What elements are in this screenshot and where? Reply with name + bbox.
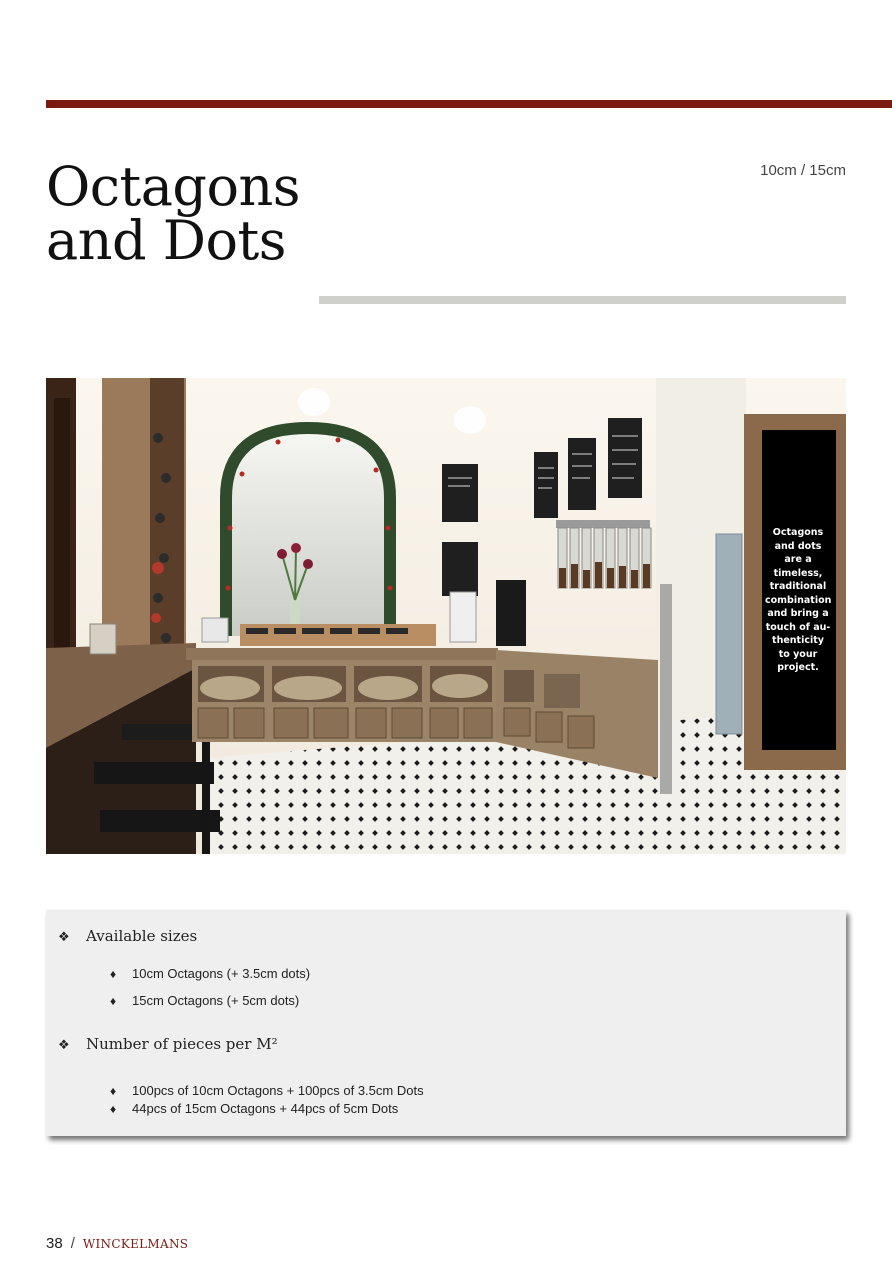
available-sizes-heading [58,927,197,945]
list-item [110,1101,398,1116]
page-number: 38 [46,1235,63,1252]
title-line-1: Octagons [46,155,300,218]
grey-divider-rule [319,296,846,304]
page-title [46,155,300,272]
heading-bullet-icon: ❖ [58,930,70,945]
footer-separator: / [70,1235,75,1252]
pieces-item-text: 44pcs of 15cm Octagons + 44pcs of 5cm Dots [132,1101,399,1116]
size-item-text: 15cm Octagons (+ 5cm dots) [132,993,300,1008]
available-sizes-label: Available sizes [86,927,198,945]
heading-bullet-icon: ❖ [58,1038,70,1053]
diamond-bullet-icon: ♦ [110,1084,117,1098]
list-item [110,1083,424,1098]
pieces-item-text: 100pcs of 10cm Octagons + 100pcs of 3.5cm Dots [132,1083,424,1098]
brand-name: WINCKELMANS [82,1237,189,1251]
title-line-2: and Dots [46,209,286,272]
pieces-per-m2-heading [58,1035,278,1053]
diamond-bullet-icon: ♦ [110,1102,117,1116]
diamond-bullet-icon: ♦ [110,994,117,1008]
list-item [110,993,299,1008]
pieces-per-m2-label: Number of pieces per M² [86,1035,278,1053]
size-item-text: 10cm Octagons (+ 3.5cm dots) [132,966,311,981]
specifications-box [46,910,846,1136]
size-label: 10cm / 15cm [760,162,846,179]
diamond-bullet-icon: ♦ [110,967,117,981]
shop-interior-photo [46,378,846,854]
top-accent-rule [46,100,892,108]
photo-caption: Octagons and dots are a timeless, traditional combination and bring a touch of au- thenticity to your project. [765,527,832,673]
page-footer [46,1235,188,1252]
list-item [110,966,310,981]
